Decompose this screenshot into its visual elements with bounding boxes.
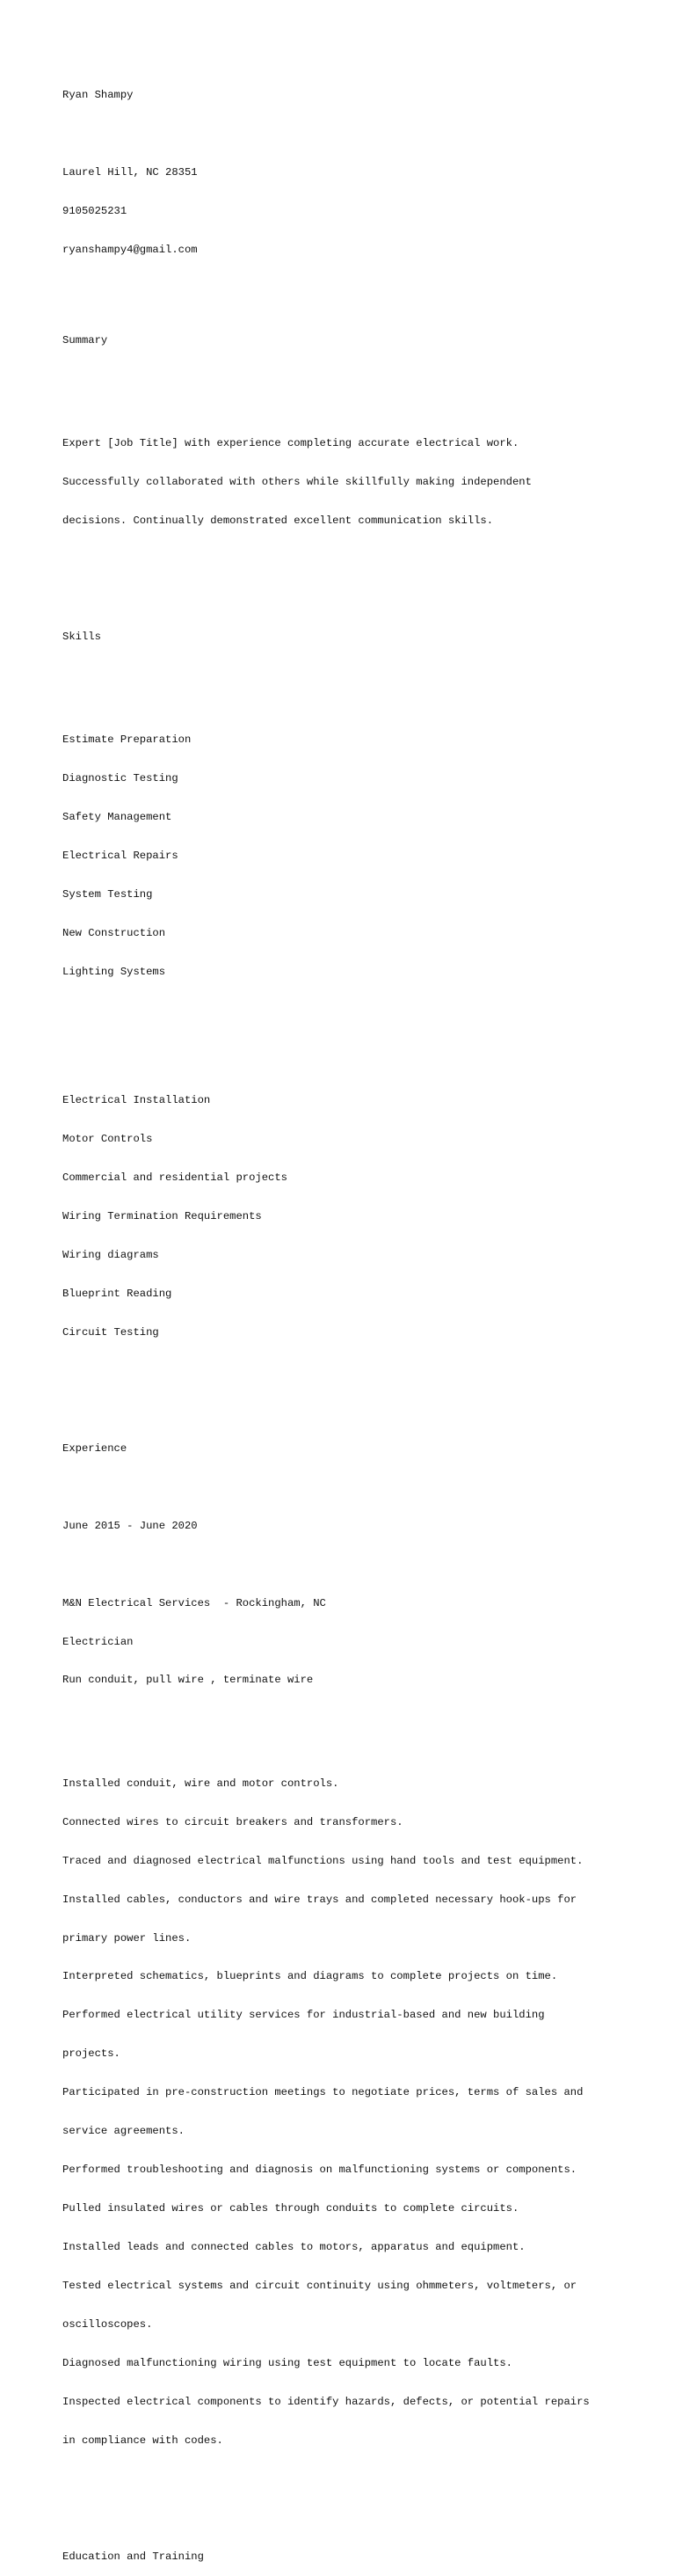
experience-heading: Experience bbox=[62, 1441, 127, 1455]
skill-item: Motor Controls bbox=[62, 1133, 153, 1146]
education-heading: Education and Training bbox=[62, 2550, 204, 2563]
spacer bbox=[62, 1030, 660, 1043]
candidate-email: ryanshampy4@gmail.com bbox=[62, 244, 198, 257]
spacer bbox=[62, 1481, 660, 1494]
skill-item: Blueprint Reading bbox=[62, 1287, 172, 1300]
duty-line: Installed conduit, wire and motor controls. bbox=[62, 1777, 339, 1790]
skill-item: Electrical Installation bbox=[62, 1094, 211, 1107]
candidate-name: Ryan Shampy bbox=[62, 89, 134, 102]
skills-list-1 bbox=[62, 708, 660, 1004]
duty-line: oscilloscopes. bbox=[62, 2318, 153, 2332]
experience-dates: June 2015 - June 2020 bbox=[62, 1519, 198, 1532]
duty-line: Connected wires to circuit breakers and transformers. bbox=[62, 1815, 403, 1828]
duty-line: Diagnosed malfunctioning wiring using test equipment to locate faults. bbox=[62, 2356, 512, 2369]
duty-line: Tested electrical systems and circuit continuity using ohmmeters, voltmeters, or bbox=[62, 2280, 577, 2293]
experience-summary: Run conduit, pull wire , terminate wire bbox=[62, 1674, 314, 1687]
duty-line: primary power lines. bbox=[62, 1931, 192, 1945]
skills-list-2 bbox=[62, 1069, 660, 1365]
spacer bbox=[62, 373, 660, 386]
skill-item: Safety Management bbox=[62, 810, 172, 823]
skill-item: System Testing bbox=[62, 887, 153, 901]
spacer bbox=[62, 128, 660, 141]
duty-line: Installed leads and connected cables to motors, apparatus and equipment. bbox=[62, 2241, 526, 2254]
duty-line: Traced and diagnosed electrical malfunctions using hand tools and test equipment. bbox=[62, 1854, 584, 1867]
summary-line: Successfully collaborated with others while skillfully making independent bbox=[62, 475, 532, 488]
duty-line: in compliance with codes. bbox=[62, 2434, 223, 2447]
duty-line: Performed electrical utility services for industrial-based and new building bbox=[62, 2009, 545, 2022]
spacer bbox=[62, 1390, 660, 1404]
spacer bbox=[62, 1558, 660, 1572]
duty-line: Performed troubleshooting and diagnosis on malfunctioning systems or components. bbox=[62, 2164, 577, 2177]
duty-line: service agreements. bbox=[62, 2125, 185, 2138]
skill-item: Electrical Repairs bbox=[62, 849, 178, 862]
candidate-address: Laurel Hill, NC 28351 bbox=[62, 166, 198, 179]
spacer bbox=[62, 579, 660, 592]
experience-duties bbox=[62, 1751, 660, 2472]
skill-item: Circuit Testing bbox=[62, 1325, 159, 1339]
candidate-phone: 9105025231 bbox=[62, 205, 127, 218]
skill-item: Wiring diagrams bbox=[62, 1248, 159, 1261]
skill-item: Wiring Termination Requirements bbox=[62, 1210, 262, 1223]
summary-text bbox=[62, 412, 660, 553]
skills-heading: Skills bbox=[62, 630, 101, 643]
spacer bbox=[62, 2499, 660, 2512]
spacer bbox=[62, 1712, 660, 1726]
experience-employer: M&N Electrical Services - Rockingham, NC bbox=[62, 1596, 326, 1609]
summary-line: Expert [Job Title] with experience completing accurate electrical work. bbox=[62, 436, 519, 449]
spacer bbox=[62, 282, 660, 296]
skill-item: Diagnostic Testing bbox=[62, 771, 178, 784]
duty-line: Participated in pre-construction meetings to negotiate prices, terms of sales and bbox=[62, 2086, 584, 2099]
experience-title: Electrician bbox=[62, 1635, 134, 1648]
skill-item: Commercial and residential projects bbox=[62, 1171, 287, 1185]
duty-line: projects. bbox=[62, 2047, 120, 2061]
spacer bbox=[62, 669, 660, 682]
resume-document bbox=[62, 63, 660, 2576]
summary-heading: Summary bbox=[62, 333, 108, 347]
summary-line: decisions. Continually demonstrated excellent communication skills. bbox=[62, 514, 494, 527]
duty-line: Pulled insulated wires or cables through conduits to complete circuits. bbox=[62, 2202, 519, 2215]
skill-item: Lighting Systems bbox=[62, 965, 166, 978]
duty-line: Inspected electrical components to identify hazards, defects, or potential repairs bbox=[62, 2395, 590, 2408]
skill-item: New Construction bbox=[62, 926, 166, 939]
duty-line: Interpreted schematics, blueprints and diagrams to complete projects on time. bbox=[62, 1970, 558, 1983]
skill-item: Estimate Preparation bbox=[62, 733, 192, 746]
duty-line: Installed cables, conductors and wire trays and completed necessary hook-ups for bbox=[62, 1893, 577, 1906]
